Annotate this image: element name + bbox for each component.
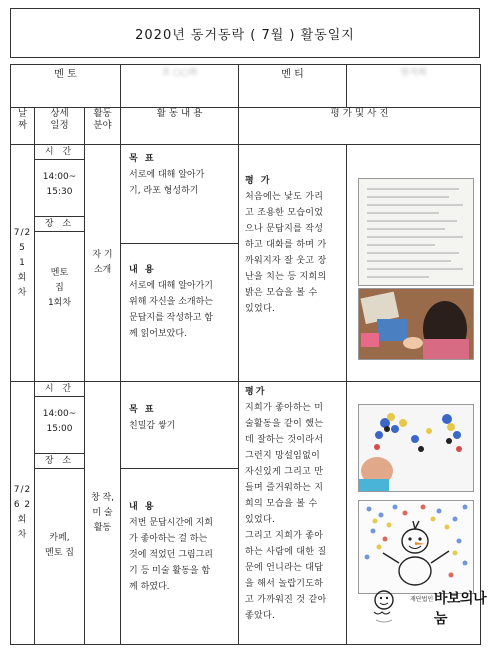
row1-area-line: 자 기: [92, 250, 113, 260]
header-content: 활 동 내 용: [121, 108, 239, 145]
row2-eval-line: 자신있게 그리고 만: [245, 467, 324, 477]
row2-eval-line: 있었다.: [245, 515, 276, 525]
row2-eval: [239, 382, 347, 645]
row2-date-line: 차: [17, 530, 28, 540]
row2-place-line: 멘토 집: [45, 548, 74, 558]
row1-eval: [239, 145, 347, 382]
row2-eval-line: 들며 즐거워하는 지: [245, 483, 324, 493]
row2-content: [121, 382, 239, 645]
row2-content-line: 가 좋아하는 걸 하는: [129, 534, 208, 544]
row1-date-line: 7/2: [13, 227, 32, 238]
row2-eval-line: 문에 언니라는 대답: [245, 563, 324, 573]
kids-writing-photo: [358, 288, 474, 360]
header-date-line: 짜: [17, 120, 28, 131]
foundation-logo-small: 재단법인: [410, 596, 434, 603]
header-area: [85, 108, 121, 145]
row1-place-line: 1회차: [47, 298, 72, 308]
row2-eval-line: 을 해서 놀랍기도하: [245, 579, 324, 589]
header-detail-line: 일정: [50, 120, 69, 131]
mentee-label: 멘 티: [239, 65, 347, 108]
row1-time-label: 시 간: [35, 145, 84, 160]
row1-date-line: 5: [19, 242, 26, 253]
row2-place-label: 장 소: [35, 453, 84, 469]
row1-eval-line: 까워지자 잘 웃고 장: [245, 256, 327, 266]
row1-eval-text: [245, 189, 340, 317]
row1-content-line: 문답지를 작성하고 함: [129, 313, 213, 323]
mentor-name: [121, 65, 239, 108]
foundation-logo: [372, 582, 492, 626]
page-title: 2020년 동거동락 ( 7월 ) 활동일지: [10, 8, 480, 58]
row1-content: [121, 145, 239, 382]
olaf-drawing-photo-image: [359, 501, 473, 593]
row2-eval-header: 평가: [245, 387, 267, 397]
header-detail-line: 상세: [50, 108, 69, 119]
row2-area-line: 창 작,: [90, 492, 115, 503]
foundation-logo-name: 바보의나눔: [434, 591, 487, 627]
row1-place-line: 멘토: [50, 268, 69, 278]
row1-eval-line: 으나 문답지를 작성: [245, 224, 324, 234]
row1-content-text: [129, 278, 230, 342]
row1-content-header: 내 용: [129, 265, 156, 275]
header-area-line: 활동: [93, 108, 112, 119]
row1-goal-text: [129, 167, 230, 199]
row1-date-line: 회: [17, 272, 28, 283]
row1-area-line: 소개: [93, 265, 112, 275]
row2-area: [85, 382, 121, 645]
worksheet-photo: [358, 178, 474, 286]
row2-eval-line: 좋았다.: [245, 611, 276, 621]
row2-eval-line: 지희가 좋아하는 미: [245, 403, 324, 413]
row1-time-line: 14:00~: [42, 172, 77, 182]
row1-eval-line: 처음에는 낯도 가리: [245, 192, 324, 202]
row2-content-line: 께 하였다.: [129, 582, 170, 592]
row1-area: [85, 145, 121, 382]
row1-place-line: 집: [55, 283, 64, 293]
kids-writing-photo-image: [359, 289, 473, 359]
row1-goal-header: 목 표: [129, 154, 156, 164]
row2-date: [11, 382, 35, 645]
row2-goal-header: 목 표: [129, 405, 156, 415]
header-row: [11, 108, 481, 145]
row2-detail: [35, 382, 85, 645]
row1-content-line: 서로에 대해 알아가기: [129, 281, 213, 291]
row2-content-line: 저번 문답시간에 지희: [129, 518, 213, 528]
row1-eval-line: 하고 대화를 하며 가: [245, 240, 327, 250]
row2-eval-text: [245, 400, 340, 624]
row2-time-line: 14:00~: [42, 409, 77, 419]
row2-eval-line: 희의 모습을 볼 수: [245, 499, 318, 509]
row1-place-value: [35, 232, 84, 311]
row1-content-line: 위해 자신을 소개하는: [129, 297, 213, 307]
row2-time-line: 15:00: [46, 424, 73, 434]
row1-goal-line: 서로에 대해 알아가: [129, 170, 205, 180]
row2-content-header: 내 용: [129, 502, 156, 512]
header-eval: 평 가 및 사 진: [239, 108, 481, 145]
mentor-row: [11, 65, 481, 108]
row2-goal-text: [129, 418, 230, 434]
row1-place-label: 장 소: [35, 216, 84, 232]
row1-eval-line: 난을 치는 등 지희의: [245, 272, 327, 282]
olaf-drawing-photo: [358, 500, 474, 594]
row2-date-line: 7/2: [13, 485, 32, 495]
row2-area-line: 활동: [93, 522, 112, 533]
row2-time-value: [35, 397, 84, 453]
row1-eval-line: 있었다.: [245, 304, 276, 314]
mentee-name-blurred: 한지희: [400, 68, 427, 78]
row1-date: [11, 145, 35, 382]
row2-goal-line: 친밀감 쌓기: [129, 421, 176, 431]
header-area-line: 분야: [93, 120, 112, 131]
row2-content-line: 것에 적었던 그림그리: [129, 550, 213, 560]
row1-eval-line: 고 조용한 모습이었: [245, 208, 324, 218]
row1-time-value: [35, 160, 84, 216]
row2-eval-line: 술활동을 같이 했는: [245, 419, 324, 429]
mentee-name: [347, 65, 481, 108]
worksheet-photo-image: [359, 179, 473, 285]
row1-time-line: 15:30: [46, 187, 73, 197]
row1-date-line: 차: [17, 287, 28, 298]
row2-time-label: 시 간: [35, 382, 84, 397]
row1-eval-line: 밝은 모습을 볼 수: [245, 288, 318, 298]
olaf-bead-art-photo: [358, 404, 474, 492]
row2-eval-line: 그런지 망설임없이: [245, 451, 321, 461]
olaf-bead-art-photo-image: [359, 405, 473, 491]
header-date-line: 날: [17, 108, 28, 119]
row2-date-line: 회: [17, 515, 28, 525]
row1-date-line: 1: [19, 257, 26, 268]
row2-content-text: [129, 515, 230, 595]
mentor-name-blurred: 조 ○○하: [161, 68, 198, 78]
row2-eval-line: 하는 사람에 대한 질: [245, 547, 327, 557]
row1-goal-line: 기, 라포 형성하기: [129, 186, 199, 196]
mentor-label: 멘 토: [11, 65, 121, 108]
row2-place-value: [35, 469, 84, 561]
header-detail: [35, 108, 85, 145]
row2-eval-line: 그리고 지희가 좋아: [245, 531, 324, 541]
row2-area-line: 미 술: [92, 507, 113, 518]
row1-eval-header: 평 가: [245, 176, 272, 186]
row1-detail: [35, 145, 85, 382]
row2-eval-line: 고 가까워진 것 같아: [245, 595, 327, 605]
row1-content-line: 께 읽어보았다.: [129, 329, 187, 339]
row2-content-line: 기 등 미술 활동을 함: [129, 566, 211, 576]
row2-eval-line: 데 잘하는 것이라서: [245, 435, 324, 445]
header-date: [11, 108, 35, 145]
row2-date-line: 6 2: [13, 500, 32, 510]
row2-place-line: 카페,: [49, 533, 70, 543]
